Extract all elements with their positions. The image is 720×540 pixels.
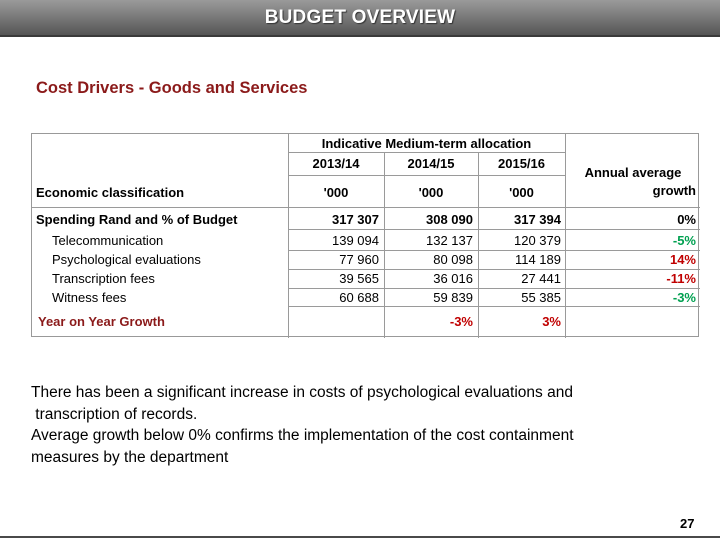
row-3-value-2: 36 016	[433, 271, 473, 286]
commentary-line-1: There has been a significant increase in costs of psychological evaluations and	[31, 384, 573, 401]
row-2-value-2: 80 098	[433, 252, 473, 267]
total-row-growth: 0%	[677, 212, 696, 227]
yoy-row-label: Year on Year Growth	[38, 314, 165, 329]
row-label-psychological-evaluations: Psychological evaluations	[52, 252, 201, 267]
divider-row-2	[288, 269, 700, 270]
page-number: 27	[680, 516, 695, 531]
commentary-line-2: transcription of records.	[31, 405, 198, 423]
year-header-2: 2014/15	[407, 156, 455, 171]
unit-label-3: '000	[509, 185, 534, 200]
divider-header-bottom	[32, 207, 700, 208]
section-subtitle: Cost Drivers - Goods and Services	[36, 79, 308, 97]
row-label-transcription-fees: Transcription fees	[52, 271, 155, 286]
total-row-label: Spending Rand and % of Budget	[36, 212, 238, 227]
row-4-value-1: 60 688	[339, 290, 379, 305]
divider-row-total	[288, 229, 700, 230]
divider-row-1	[288, 250, 700, 251]
row-4-value-3: 55 385	[521, 290, 561, 305]
row-3-value-3: 27 441	[521, 271, 561, 286]
page-title: BUDGET OVERVIEW	[264, 7, 456, 28]
year-header-1: 2013/14	[312, 156, 360, 171]
row-2-growth: 14%	[669, 252, 696, 267]
group-header: Indicative Medium-term allocation	[321, 136, 532, 151]
divider-row-4	[288, 306, 700, 307]
total-row-value-1: 317 307	[332, 212, 379, 227]
total-row-value-3: 317 394	[514, 212, 561, 227]
unit-label-1: '000	[323, 185, 349, 200]
row-1-value-1: 139 094	[332, 233, 379, 248]
divider-header-group	[288, 152, 565, 153]
row-3-growth: -11%	[666, 271, 696, 286]
divider-header-years	[288, 175, 565, 176]
econ-class-label: Economic classification	[36, 185, 185, 200]
row-2-value-1: 77 960	[339, 252, 379, 267]
growth-header-line1: Annual average	[584, 165, 682, 180]
commentary-line-4: measures by the department	[31, 448, 229, 466]
yoy-value-3: 3%	[542, 314, 561, 329]
row-1-growth: -5%	[672, 233, 696, 248]
commentary-text	[31, 382, 691, 468]
bottom-rule	[0, 536, 720, 538]
row-1-value-2: 132 137	[426, 233, 473, 248]
commentary-line-3: Average growth below 0% confirms the implementation of the cost containment	[31, 427, 574, 444]
row-label-telecommunication: Telecommunication	[52, 233, 164, 248]
divider-row-3	[288, 288, 700, 289]
budget-table	[31, 133, 699, 337]
unit-label-2: '000	[418, 185, 444, 200]
growth-header-line2: growth	[652, 183, 696, 198]
yoy-value-2: -3%	[449, 314, 473, 329]
total-row-value-2: 308 090	[426, 212, 473, 227]
row-4-value-2: 59 839	[433, 290, 473, 305]
year-header-3: 2015/16	[498, 156, 545, 171]
row-4-growth: -3%	[672, 290, 696, 305]
row-1-value-3: 120 379	[514, 233, 561, 248]
row-2-value-3: 114 189	[514, 252, 561, 267]
row-label-witness-fees: Witness fees	[52, 290, 127, 305]
row-3-value-1: 39 565	[339, 271, 379, 286]
title-bar	[0, 0, 720, 37]
